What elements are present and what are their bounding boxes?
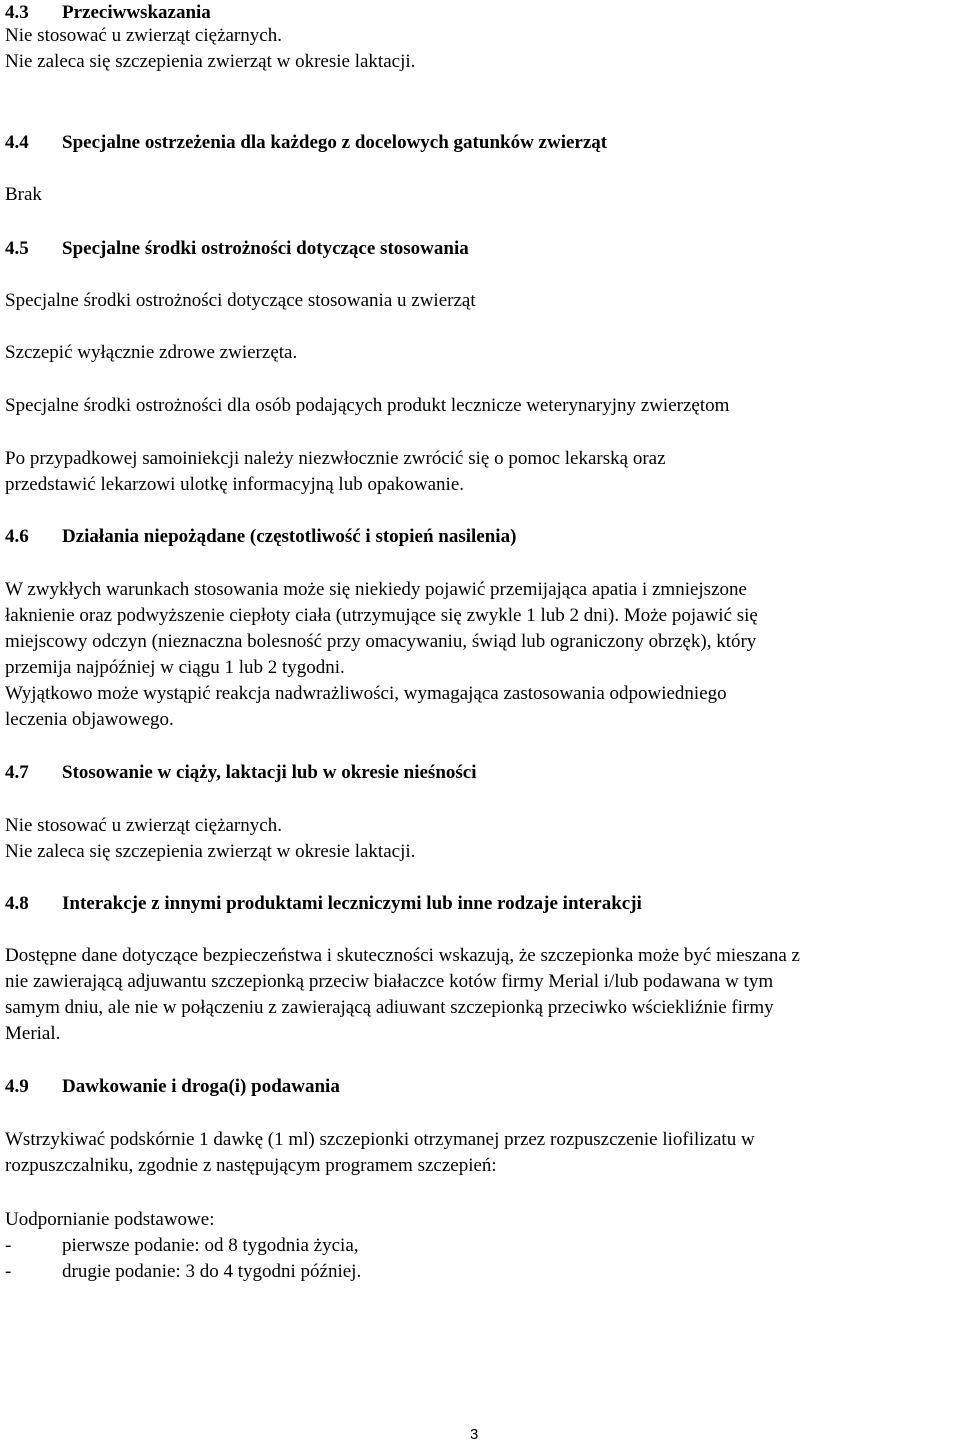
section-number: 4.6 (5, 526, 29, 547)
text-line: Szczepić wyłącznie zdrowe zwierzęta. (5, 342, 298, 363)
text-line: Nie zaleca się szczepienia zwierząt w okresie laktacji. (5, 51, 416, 72)
text-line: Nie stosować u zwierząt ciężarnych. (5, 815, 282, 836)
section-4-5-text-persons (5, 446, 955, 498)
list-item (5, 1259, 955, 1285)
subheading: Specjalne środki ostrożności dotyczące stosowania u zwierząt (5, 290, 476, 311)
section-4-8-body (5, 943, 955, 1047)
section-4-5-text-animals (5, 340, 955, 366)
section-4-5-subheading-persons (5, 393, 955, 419)
text-line: leczenia objawowego. (5, 709, 174, 730)
section-4-4-body (5, 182, 955, 208)
text-line: Dostępne dane dotyczące bezpieczeństwa i skuteczności wskazują, że szczepionka może być mieszana z (5, 945, 800, 966)
page-number: 3 (470, 1426, 479, 1443)
text-line: przemija najpóźniej w ciągu 1 lub 2 tygodni. (5, 657, 345, 678)
section-4-6-body (5, 577, 955, 733)
text-line: Nie zaleca się szczepienia zwierząt w okresie laktacji. (5, 841, 416, 862)
section-4-3-body (5, 23, 955, 75)
list-title: Uodpornianie podstawowe: (5, 1209, 215, 1230)
text-line: Wstrzykiwać podskórnie 1 dawkę (1 ml) szczepionki otrzymanej przez rozpuszczenie liofilizatu w (5, 1129, 755, 1150)
text-line: Po przypadkowej samoiniekcji należy niezwłocznie zwrócić się o pomoc lekarską oraz (5, 448, 666, 469)
section-number: 4.7 (5, 762, 29, 783)
text-line: rozpuszczalniku, zgodnie z następującym programem szczepień: (5, 1155, 497, 1176)
section-title: Specjalne środki ostrożności dotyczące stosowania (62, 238, 469, 259)
section-number: 4.5 (5, 238, 29, 259)
section-number: 4.8 (5, 893, 29, 914)
text-line: Nie stosować u zwierząt ciężarnych. (5, 25, 282, 46)
text-line: Merial. (5, 1023, 61, 1044)
list-bullet: - (5, 1235, 12, 1256)
section-title: Działania niepożądane (częstotliwość i stopień nasilenia) (62, 526, 517, 547)
subheading: Specjalne środki ostrożności dla osób podających produkt lecznicze weterynaryjny zwierzętom (5, 395, 730, 416)
section-4-9-body (5, 1127, 955, 1179)
section-4-8-heading (5, 891, 955, 917)
section-4-6-heading (5, 524, 955, 550)
list-bullet: - (5, 1261, 12, 1282)
section-title: Przeciwwskazania (62, 2, 211, 23)
text-line: nie zawierającą adjuwantu szczepionką przeciw białaczce kotów firmy Merial i/lub podawana w tym (5, 971, 774, 992)
list-item-text: drugie podanie: 3 do 4 tygodni później. (62, 1261, 362, 1282)
text-line: W zwykłych warunkach stosowania może się niekiedy pojawić przemijająca apatia i zmniejszone (5, 579, 747, 600)
section-4-4-heading (5, 130, 955, 156)
text-line: łaknienie oraz podwyższenie ciepłoty ciała (utrzymujące się zwykle 1 lub 2 dni). Może pojawić się (5, 605, 758, 626)
section-number: 4.4 (5, 132, 29, 153)
section-title: Dawkowanie i droga(i) podawania (62, 1076, 340, 1097)
text-line: Wyjątkowo może wystąpić reakcja nadwrażliwości, wymagająca zastosowania odpowiedniego (5, 683, 727, 704)
section-4-7-heading (5, 760, 955, 786)
text-line: przedstawić lekarzowi ulotkę informacyjną lub opakowanie. (5, 474, 464, 495)
section-title: Specjalne ostrzeżenia dla każdego z docelowych gatunków zwierząt (62, 132, 608, 153)
section-number: 4.3 (5, 2, 29, 23)
section-title: Interakcje z innymi produktami leczniczymi lub inne rodzaje interakcji (62, 893, 642, 914)
text-line: miejscowy odczyn (nieznaczna bolesność przy omacywaniu, świąd lub ograniczony obrzęk), który (5, 631, 757, 652)
text-line: Brak (5, 184, 42, 205)
section-4-9-list (5, 1207, 955, 1285)
section-number: 4.9 (5, 1076, 29, 1097)
section-4-9-heading (5, 1074, 955, 1100)
list-item (5, 1233, 955, 1259)
list-item-text: pierwsze podanie: od 8 tygodnia życia, (62, 1235, 359, 1256)
section-title: Stosowanie w ciąży, laktacji lub w okresie nieśności (62, 762, 477, 783)
section-4-5-heading (5, 236, 955, 262)
text-line: samym dniu, ale nie w połączeniu z zawierającą adiuwant szczepionką przeciwko wściekliźnie firmy (5, 997, 774, 1018)
section-4-5-subheading-animals (5, 288, 955, 314)
section-4-7-body (5, 813, 955, 865)
